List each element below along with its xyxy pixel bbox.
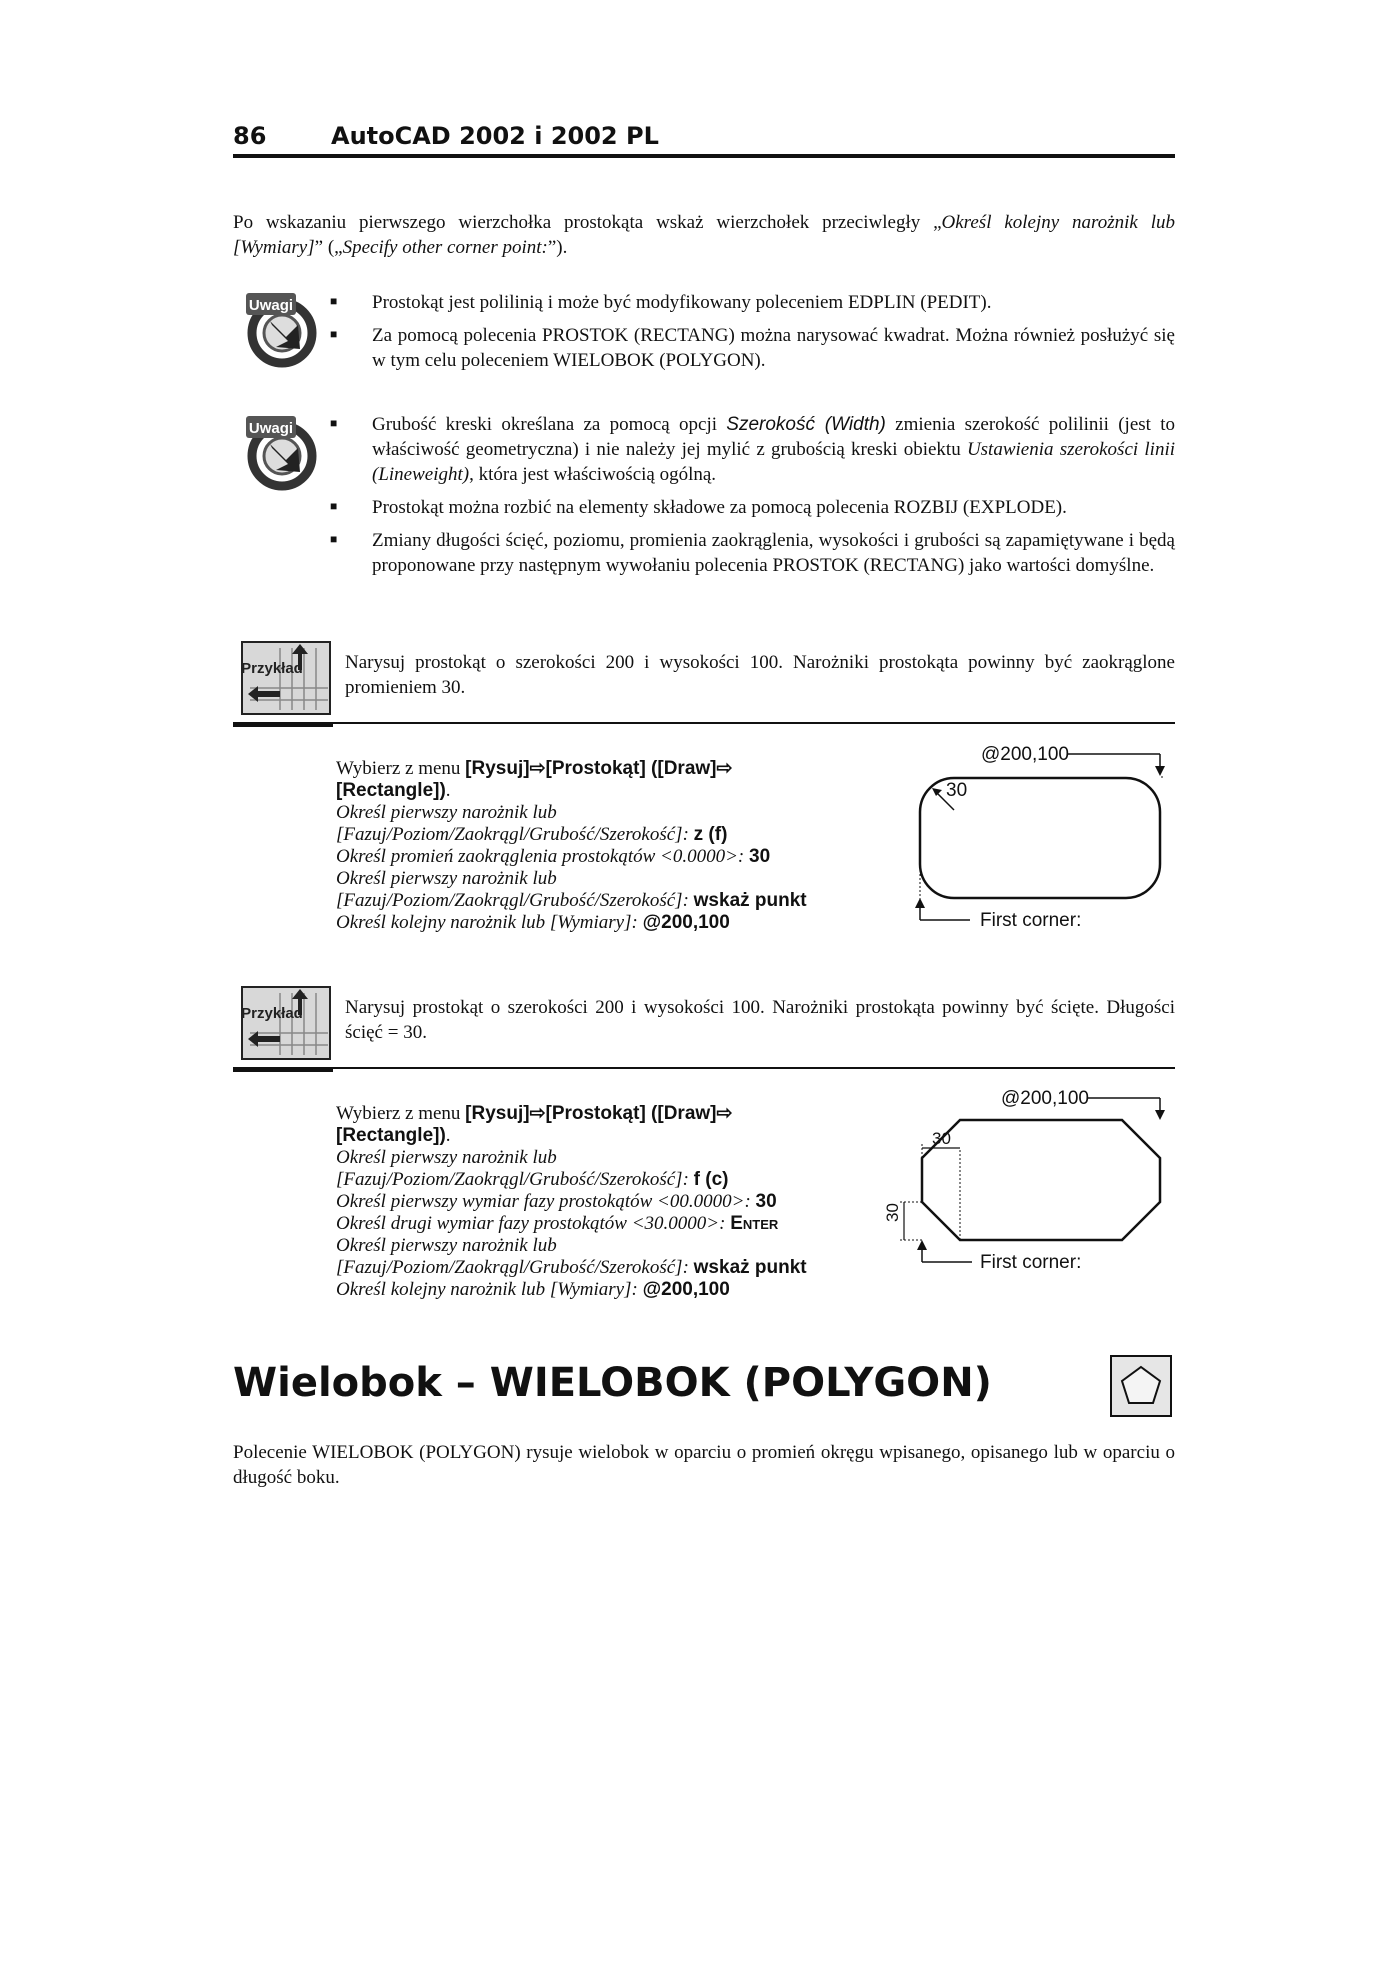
svg-text:30: 30: [946, 780, 968, 801]
note-item: ■ Grubość kreski określana za pomocą opcji Szerokość (Width) zmienia szerokość polilinii (jest to właściwość geometryczna) i nie należy jej mylić z grubością kreski obiektu Ustawienia szerokości linii (Lineweight), która jest właściwością ogólną.: [330, 412, 1175, 487]
note-item: ■ Za pomocą polecenia PROSTOK (RECTANG) można narysować kwadrat. Można również posłużyć się w tym celu poleceniem WIELOBOK (POLYGON).: [330, 323, 1175, 373]
svg-text:@200,100: @200,100: [981, 744, 1069, 765]
example-icon: [240, 640, 332, 716]
intro-mid: ” („: [314, 237, 343, 258]
note-item: ■ Prostokąt jest polilinią i może być modyfikowany poleceniem EDPLIN (PEDIT).: [330, 290, 1175, 315]
notes-icon: [240, 285, 328, 373]
notes-list-2: [330, 412, 1175, 586]
book-title: AutoCAD 2002 i 2002 PL: [331, 122, 659, 150]
example1-text: Narysuj prostokąt o szerokości 200 i wysokości 100. Narożniki prostokąta powinny być zaokrąglone promieniem 30.: [345, 652, 1175, 698]
svg-text:Uwagi: Uwagi: [248, 297, 294, 314]
example2-text: Narysuj prostokąt o szerokości 200 i wysokości 100. Narożniki prostokąta powinny być ścięte. Długości ścięć = 30.: [345, 997, 1175, 1043]
example1-commands: Wybierz z menu [Rysuj]⇨[Prostokąt] ([Draw]⇨ [Rectangle]). Określ pierwszy narożnik lub [Fazuj/Poziom/Zaokrągl/Grubość/Szerokość]: z (f) Określ promień zaokrąglenia prostokątów <0.0000>: 30 Określ pierwszy narożnik lub [Fazuj/Poziom/Zaokrągl/Grubość/Szerokość]: wskaż punkt Określ kolejny narożnik lub [Wymiary]: @200,100: [336, 758, 807, 933]
svg-text:First corner:: First corner:: [980, 910, 1082, 931]
chamfered-rect-figure: [860, 1082, 1180, 1282]
svg-text:Uwagi: Uwagi: [248, 420, 294, 437]
section-paragraph: Polecenie WIELOBOK (POLYGON) rysuje wielobok w oparciu o promień okręgu wpisanego, opisanego lub w oparciu o długość boku.: [233, 1442, 1175, 1488]
example2-rule: [233, 1067, 1175, 1069]
intro-text: Po wskazaniu pierwszego wierzchołka prostokąta wskaż wierzchołek przeciwległy „: [233, 212, 942, 233]
intro-prompt-pl: Określ kolejny narożnik lub [Wymiary]: [233, 212, 1175, 258]
pentagon-icon: [1112, 1357, 1170, 1415]
svg-text:30: 30: [883, 1203, 902, 1222]
note-item: ■ Prostokąt można rozbić na elementy składowe za pomocą polecenia ROZBIJ (EXPLODE).: [330, 495, 1175, 520]
example1-rule-accent: [233, 722, 333, 727]
svg-text:@200,100: @200,100: [1001, 1088, 1089, 1109]
intro-prompt-en: Specify other corner point:: [342, 237, 548, 258]
svg-text:First corner:: First corner:: [980, 1252, 1082, 1273]
example1-rule: [233, 722, 1175, 724]
notes-icon: [240, 408, 328, 496]
header-rule: [233, 154, 1175, 158]
page-number: 86: [233, 122, 267, 150]
example-icon: [240, 985, 332, 1061]
notes-list-1: [330, 290, 1175, 381]
svg-text:30: 30: [932, 1129, 951, 1148]
page-header: [233, 118, 1175, 158]
rounded-rect-figure: [900, 738, 1180, 938]
example2-commands: Wybierz z menu [Rysuj]⇨[Prostokąt] ([Draw]⇨ [Rectangle]). Określ pierwszy narożnik lub [Fazuj/Poziom/Zaokrągl/Grubość/Szerokość]: f (c) Określ pierwszy wymiar fazy prostokątów <00.0000>: 30 Określ drugi wymiar fazy prostokątów <30.0000>: Enter Określ pierwszy narożnik lub [Fazuj/Poziom/Zaokrągl/Grubość/Szerokość]: wskaż punkt Określ kolejny narożnik lub [Wymiary]: @200,100: [336, 1103, 807, 1300]
note-item: ■ Zmiany długości ścięć, poziomu, promienia zaokrąglenia, wysokości i grubości są zapamiętywane i będą proponowane przy następnym wywołaniu polecenia PROSTOK (RECTANG) jako wartości domyślne.: [330, 528, 1175, 578]
section-title: Wielobok – WIELOBOK (POLYGON): [233, 1360, 992, 1406]
intro-paragraph: [233, 210, 1175, 260]
svg-text:Przykład: Przykład: [241, 660, 303, 677]
polygon-toolbar-button[interactable]: [1110, 1355, 1172, 1417]
svg-text:Przykład: Przykład: [241, 1005, 303, 1022]
example2-rule-accent: [233, 1067, 333, 1072]
intro-end: ”).: [547, 237, 568, 258]
